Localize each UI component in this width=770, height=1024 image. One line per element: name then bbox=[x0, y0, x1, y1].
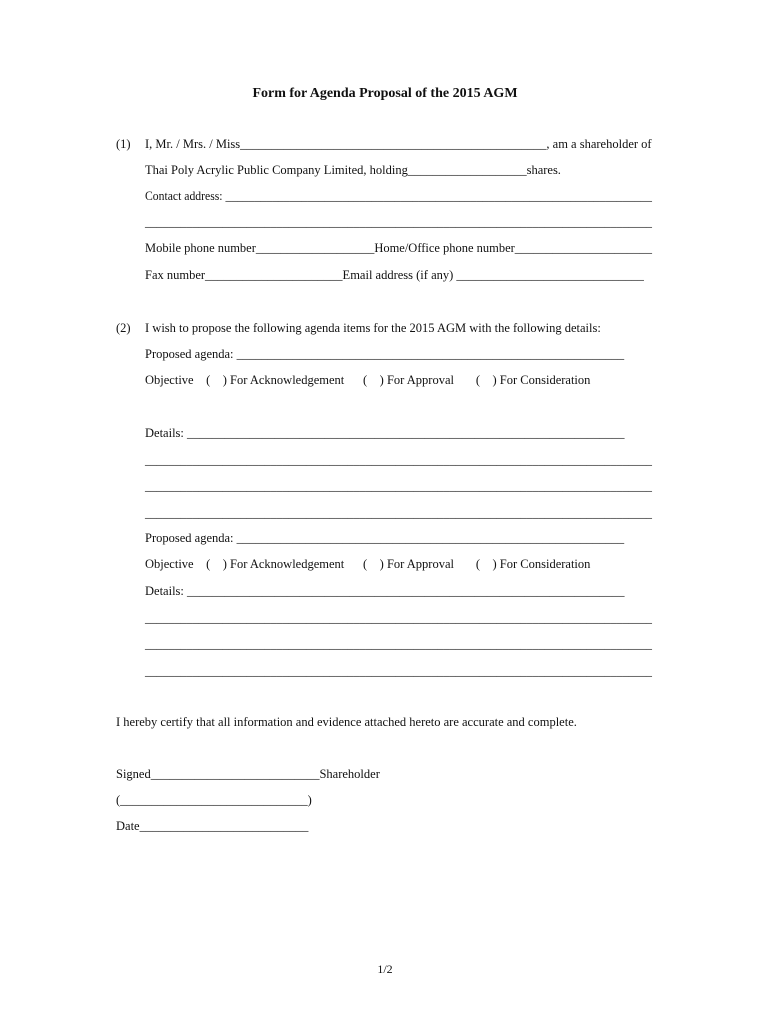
contact-address-field[interactable]: Contact address: _________________________________________________________________________ bbox=[145, 189, 652, 203]
page-number: 1/2 bbox=[377, 962, 393, 976]
objective-2-options[interactable]: Objective ( ) For Acknowledgement ( ) For Approval ( ) For Consideration bbox=[145, 557, 591, 571]
signature-field[interactable]: Signed___________________________Shareholder bbox=[116, 767, 380, 781]
proposed-agenda-2-field[interactable]: Proposed agenda: ______________________________________________________________ bbox=[145, 531, 625, 545]
proposed-agenda-1-field[interactable]: Proposed agenda: ______________________________________________________________ bbox=[145, 347, 625, 361]
certification-statement: I hereby certify that all information and evidence attached hereto are accurate and complete. bbox=[116, 715, 577, 729]
form-title: Form for Agenda Proposal of the 2015 AGM bbox=[252, 86, 518, 101]
shareholding-field[interactable]: Thai Poly Acrylic Public Company Limited, holding___________________shares. bbox=[145, 163, 561, 177]
details-1-field[interactable]: Details: ______________________________________________________________________ bbox=[145, 426, 625, 440]
details-2-line-2[interactable]: _____________________________________________________________________________________ bbox=[145, 611, 653, 625]
details-1-line-2[interactable]: _____________________________________________________________________________________ bbox=[145, 453, 653, 467]
contact-address-continuation[interactable]: _____________________________________________________________________________________ bbox=[145, 215, 653, 229]
date-field[interactable]: Date___________________________ bbox=[116, 819, 309, 833]
section-1-number: (1) bbox=[116, 137, 131, 151]
details-1-line-4[interactable]: _____________________________________________________________________________________ bbox=[145, 506, 653, 520]
objective-1-options[interactable]: Objective ( ) For Acknowledgement ( ) For Approval ( ) For Consideration bbox=[145, 373, 591, 387]
details-2-line-3[interactable]: _____________________________________________________________________________________ bbox=[145, 637, 653, 651]
details-1-line-3[interactable]: _____________________________________________________________________________________ bbox=[145, 479, 653, 493]
section-2-intro: I wish to propose the following agenda items for the 2015 AGM with the following details: bbox=[145, 321, 601, 335]
details-2-field[interactable]: Details: ______________________________________________________________________ bbox=[145, 584, 625, 598]
phone-numbers-field[interactable]: Mobile phone number___________________Home/Office phone number______________________ bbox=[145, 241, 652, 255]
printed-name-field[interactable]: (______________________________) bbox=[116, 793, 312, 807]
details-2-line-4[interactable]: _____________________________________________________________________________________ bbox=[145, 664, 653, 678]
shareholder-name-field[interactable]: I, Mr. / Mrs. / Miss_________________________________________________, am a shareholder of bbox=[145, 137, 652, 151]
fax-email-field[interactable]: Fax number______________________Email address (if any) ______________________________ bbox=[145, 268, 644, 282]
section-2-number: (2) bbox=[116, 321, 131, 335]
